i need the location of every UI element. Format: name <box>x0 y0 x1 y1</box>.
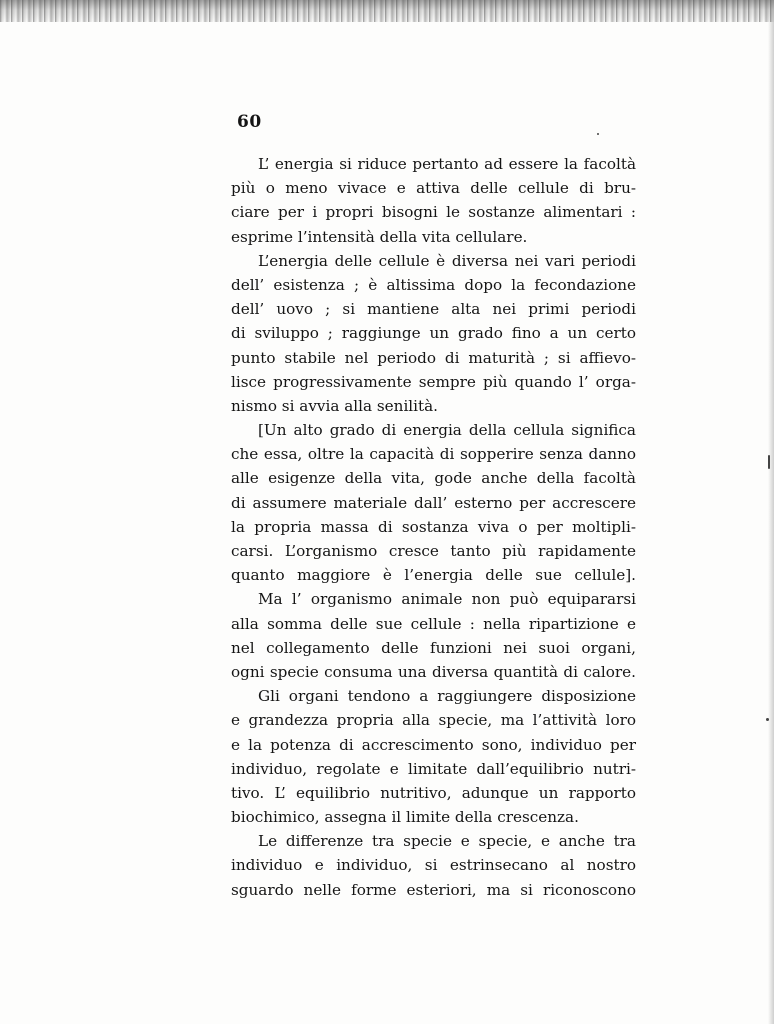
page-number: 60 <box>237 112 262 132</box>
text-line: Gli organi tendono a raggiungere disposizione <box>258 687 636 706</box>
text-line: tivo. L’ equilibrio nutritivo, adunque un rapporto <box>231 783 636 802</box>
text-line: più o meno vivace e attiva delle cellule di bru- <box>231 179 636 198</box>
text-line: L’ energia si riduce pertanto ad essere la facoltà <box>258 155 636 173</box>
text-line: Le differenze tra specie e specie, e anche tra <box>258 832 636 851</box>
text-line: nel collegamento delle funzioni nei suoi organi, <box>231 638 636 657</box>
text-line: sguardo nelle forme esteriori, ma si riconoscono <box>231 880 636 899</box>
text-line: dell’ esistenza ; è altissima dopo la fecondazione <box>231 275 636 294</box>
text-line: dell’ uovo ; si mantiene alta nei primi periodi <box>231 300 636 319</box>
text-line: carsi. L’organismo cresce tanto più rapidamente <box>231 542 636 560</box>
text-line: quanto maggiore è l’energia delle sue cellule]. <box>231 566 636 585</box>
scan-top-edge <box>0 0 774 22</box>
text-line: [Un alto grado di energia della cellula significa <box>258 421 636 440</box>
scan-speck <box>597 133 599 135</box>
text-line: la propria massa di sostanza viva o per moltipli- <box>231 517 636 536</box>
text-line: e grandezza propria alla specie, ma l’attività loro <box>231 711 636 730</box>
text-line: di assumere materiale dall’ esterno per accrescere <box>231 493 636 512</box>
text-line: Ma l’ organismo animale non può equipararsi <box>258 590 636 609</box>
text-line: L’energia delle cellule è diversa nei vari periodi <box>258 251 636 270</box>
text-line: alla somma delle sue cellule : nella ripartizione e <box>231 614 636 633</box>
scan-speck <box>766 718 769 721</box>
text-line: individuo e individuo, si estrinsecano al nostro <box>231 856 636 875</box>
scan-speck <box>768 455 770 469</box>
text-line: individuo, regolate e limitate dall’equilibrio nutri- <box>231 759 636 778</box>
text-line: punto stabile nel periodo di maturità ; si affievo- <box>231 348 636 367</box>
text-line: nismo si avvia alla senilità. <box>231 396 439 415</box>
text-line: di sviluppo ; raggiunge un grado fino a un certo <box>231 324 636 343</box>
body-text <box>231 152 636 902</box>
text-line: ciare per i propri bisogni le sostanze alimentari : <box>231 203 636 222</box>
scan-right-edge <box>768 0 774 1024</box>
text-line: esprime l’intensità della vita cellulare. <box>231 227 528 246</box>
text-line: alle esigenze della vita, gode anche della facoltà <box>231 469 636 488</box>
text-line: biochimico, assegna il limite della crescenza. <box>231 808 579 827</box>
text-line: e la potenza di accrescimento sono, individuo per <box>231 735 636 754</box>
text-line: lisce progressivamente sempre più quando l’ orga- <box>231 372 636 391</box>
text-line: che essa, oltre la capacità di sopperire senza danno <box>231 445 636 464</box>
text-line: ogni specie consuma una diversa quantità di calore. <box>231 662 636 681</box>
